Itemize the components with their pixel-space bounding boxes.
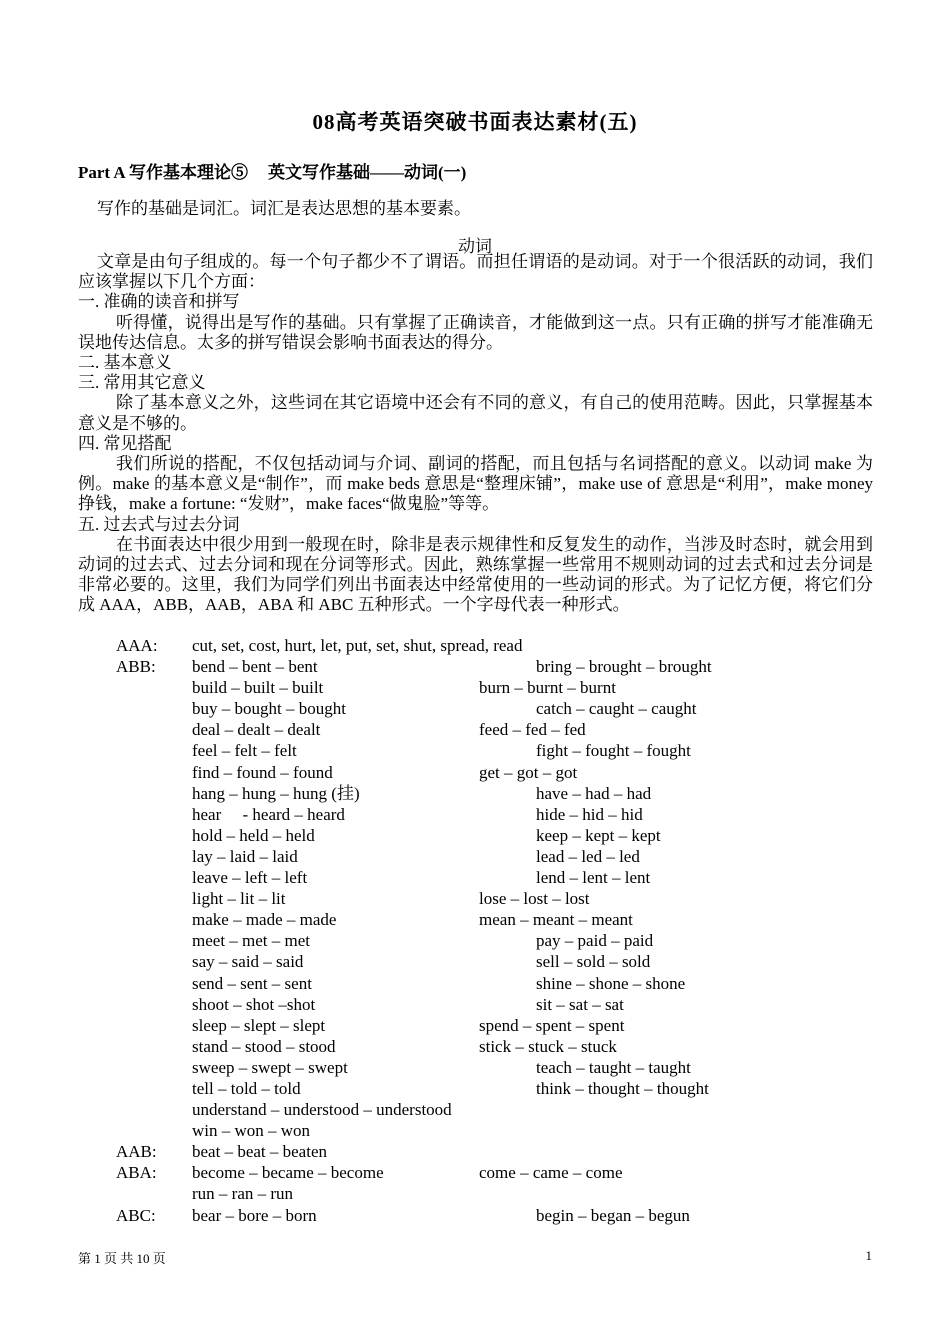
subheading-3: 三. 常用其它意义 xyxy=(78,373,206,393)
verb-forms-right: get – got – got xyxy=(479,762,578,782)
verb-forms-left: sweep – swept – swept xyxy=(192,1057,348,1077)
subheading-1: 一. 准确的读音和拼写 xyxy=(78,292,240,312)
verb-forms-left: win – won – won xyxy=(192,1121,311,1141)
verb-forms-left: light – lit – lit xyxy=(192,889,286,909)
verb-group-label: AAA: xyxy=(116,636,158,655)
paragraph-4: 我们所说的搭配，不仅包括动词与介词、副词的搭配，而且包括与名词搭配的意义。以动词 make 为例。make 的基本意义是“制作”，而 make beds 意思是“整理床铺”，make use of 意思是“利用”，make money 挣钱，make a fortune: “发财”，make faces“做鬼脸”等等。 xyxy=(78,454,873,514)
verb-row xyxy=(78,1183,873,1204)
verb-row xyxy=(78,994,873,1015)
verb-forms-right: stick – stuck – stuck xyxy=(479,1036,617,1056)
verb-row xyxy=(78,1205,873,1226)
body-text xyxy=(78,252,873,616)
page-count: 第 1 页 共 10 页 xyxy=(78,1251,166,1266)
part-a-heading xyxy=(78,158,486,183)
verb-forms-left: stand – stood – stood xyxy=(192,1036,336,1056)
verb-row xyxy=(78,677,873,698)
verb-forms-right: lose – lost – lost xyxy=(479,889,590,909)
verb-group-label: ABC: xyxy=(116,1205,156,1225)
verb-forms-left: build – built – built xyxy=(192,678,324,698)
paragraph-intro: 文章是由句子组成的。每一个句子都少不了谓语。而担任谓语的是动词。对于一个很活跃的动词，我们应该掌握以下几个方面： xyxy=(78,252,873,292)
section-heading: 动词 xyxy=(458,237,492,256)
verb-row xyxy=(78,1078,873,1099)
verb-forms-right: have – had – had xyxy=(536,783,652,803)
verb-forms-right: feed – fed – fed xyxy=(479,720,586,740)
verb-row xyxy=(78,1015,873,1036)
verb-forms-left: send – sent – sent xyxy=(192,973,312,993)
part-a-subtitle: 英文写作基础——动词(一) xyxy=(268,163,467,182)
verb-forms-left: make – made – made xyxy=(192,910,337,930)
verb-forms-right: shine – shone – shone xyxy=(536,973,686,993)
page-number: 1 xyxy=(865,1248,872,1263)
verb-forms-left: lay – laid – laid xyxy=(192,846,298,866)
paragraph-3: 除了基本意义之外，这些词在其它语境中还会有不同的意义，有自己的使用范畴。因此，只掌握基本意义是不够的。 xyxy=(78,393,873,433)
verb-forms-right: begin – began – begun xyxy=(536,1205,690,1225)
verb-forms-left: hang – hung – hung (挂) xyxy=(192,783,360,803)
verb-row xyxy=(78,719,873,740)
part-a-label: Part A 写作基本理论⑤ xyxy=(78,163,248,182)
verb-forms-left: buy – bought – bought xyxy=(192,699,346,719)
verb-forms-left: become – became – become xyxy=(192,1163,384,1183)
verb-forms-left: sleep – slept – slept xyxy=(192,1015,326,1035)
verb-forms-right: lend – lent – lent xyxy=(536,868,651,888)
verb-forms-left: say – said – said xyxy=(192,952,304,972)
document-title: 08高考英语突破书面表达素材(五) xyxy=(312,110,638,134)
verb-forms-right: sell – sold – sold xyxy=(536,952,651,972)
verb-forms-left: hold – held – held xyxy=(192,825,315,845)
verb-forms-left: meet – met – met xyxy=(192,931,311,951)
verb-forms-right: hide – hid – hid xyxy=(536,804,643,824)
verb-row xyxy=(78,909,873,930)
verb-forms-right: keep – kept – kept xyxy=(536,825,661,845)
verb-row xyxy=(78,740,873,761)
verb-group-label: ABB: xyxy=(116,657,156,677)
verb-forms-left: feel – felt – felt xyxy=(192,741,297,761)
verb-forms-right: sit – sat – sat xyxy=(536,994,624,1014)
verb-forms-right: mean – meant – meant xyxy=(479,910,633,930)
paragraph-5: 在书面表达中很少用到一般现在时，除非是表示规律性和反复发生的动作，当涉及时态时，就会用到动词的过去式、过去分词和现在分词等形式。因此，熟练掌握一些常用不规则动词的过去式和过去分词是非常必要的。这里，我们为同学们列出书面表达中经常使用的一些动词的形式。为了记忆方便，将它们分成 AAA，ABB，AAB，ABA 和 ABC 五种形式。一个字母代表一种形式。 xyxy=(78,534,873,615)
verb-forms-right: fight – fought – fought xyxy=(536,741,691,761)
verb-row xyxy=(78,888,873,909)
verb-row xyxy=(78,804,873,825)
intro-text: 写作的基础是词汇。词汇是表达思想的基本要素。 xyxy=(97,199,471,218)
verb-forms-right: spend – spent – spent xyxy=(479,1015,625,1035)
verb-group-label: ABA: xyxy=(116,1163,157,1183)
verb-row xyxy=(78,930,873,951)
verb-row xyxy=(78,1057,873,1078)
verb-row xyxy=(78,1099,873,1120)
verb-forms-left: leave – left – left xyxy=(192,868,308,888)
verb-row xyxy=(78,1141,873,1162)
verb-forms-left: find – found – found xyxy=(192,762,333,782)
verb-forms-right: pay – paid – paid xyxy=(536,931,654,951)
verb-forms-left: bear – bore – born xyxy=(192,1205,317,1225)
subheading-4: 四. 常见搭配 xyxy=(78,433,172,453)
verb-forms-right: come – came – come xyxy=(479,1163,623,1183)
verb-row xyxy=(78,973,873,994)
verb-forms-right: teach – taught – taught xyxy=(536,1057,691,1077)
verb-row xyxy=(78,951,873,972)
verb-forms-right: catch – caught – caught xyxy=(536,699,697,719)
verb-row xyxy=(78,1036,873,1057)
verb-forms-left: deal – dealt – dealt xyxy=(192,720,321,740)
verb-forms-right: think – thought – thought xyxy=(536,1078,709,1098)
verb-forms-left: understand – understood – understood xyxy=(192,1100,452,1120)
verb-row xyxy=(78,1120,873,1141)
verb-row xyxy=(78,783,873,804)
verb-forms-right: burn – burnt – burnt xyxy=(479,678,616,698)
subheading-2: 二. 基本意义 xyxy=(78,353,172,373)
verb-forms-right: lead – led – led xyxy=(536,846,640,866)
verb-forms-list xyxy=(78,635,873,1226)
verb-row xyxy=(78,867,873,888)
verb-row xyxy=(78,1162,873,1183)
verb-row xyxy=(78,656,873,677)
paragraph-1: 听得懂，说得出是写作的基础。只有掌握了正确读音，才能做到这一点。只有正确的拼写才能准确无误地传达信息。太多的拼写错误会影响书面表达的得分。 xyxy=(78,312,873,352)
verb-row xyxy=(78,825,873,846)
verb-forms-left: bend – bent – bent xyxy=(192,657,318,677)
verb-forms-left: beat – beat – beaten xyxy=(192,1142,327,1162)
verb-row xyxy=(78,846,873,867)
verb-group-label: AAB: xyxy=(116,1142,157,1162)
verb-row xyxy=(78,635,873,656)
verb-forms-right: bring – brought – brought xyxy=(536,657,712,677)
verb-forms-left: hear - heard – heard xyxy=(192,804,345,824)
verb-forms-left: tell – told – told xyxy=(192,1078,301,1098)
verb-forms-left: cut, set, cost, hurt, let, put, set, shut, spread, read xyxy=(192,636,523,655)
verb-row xyxy=(78,698,873,719)
verb-forms-left: run – ran – run xyxy=(192,1184,294,1204)
verb-forms-left: shoot – shot –shot xyxy=(192,994,316,1014)
subheading-5: 五. 过去式与过去分词 xyxy=(78,514,240,534)
verb-row xyxy=(78,762,873,783)
